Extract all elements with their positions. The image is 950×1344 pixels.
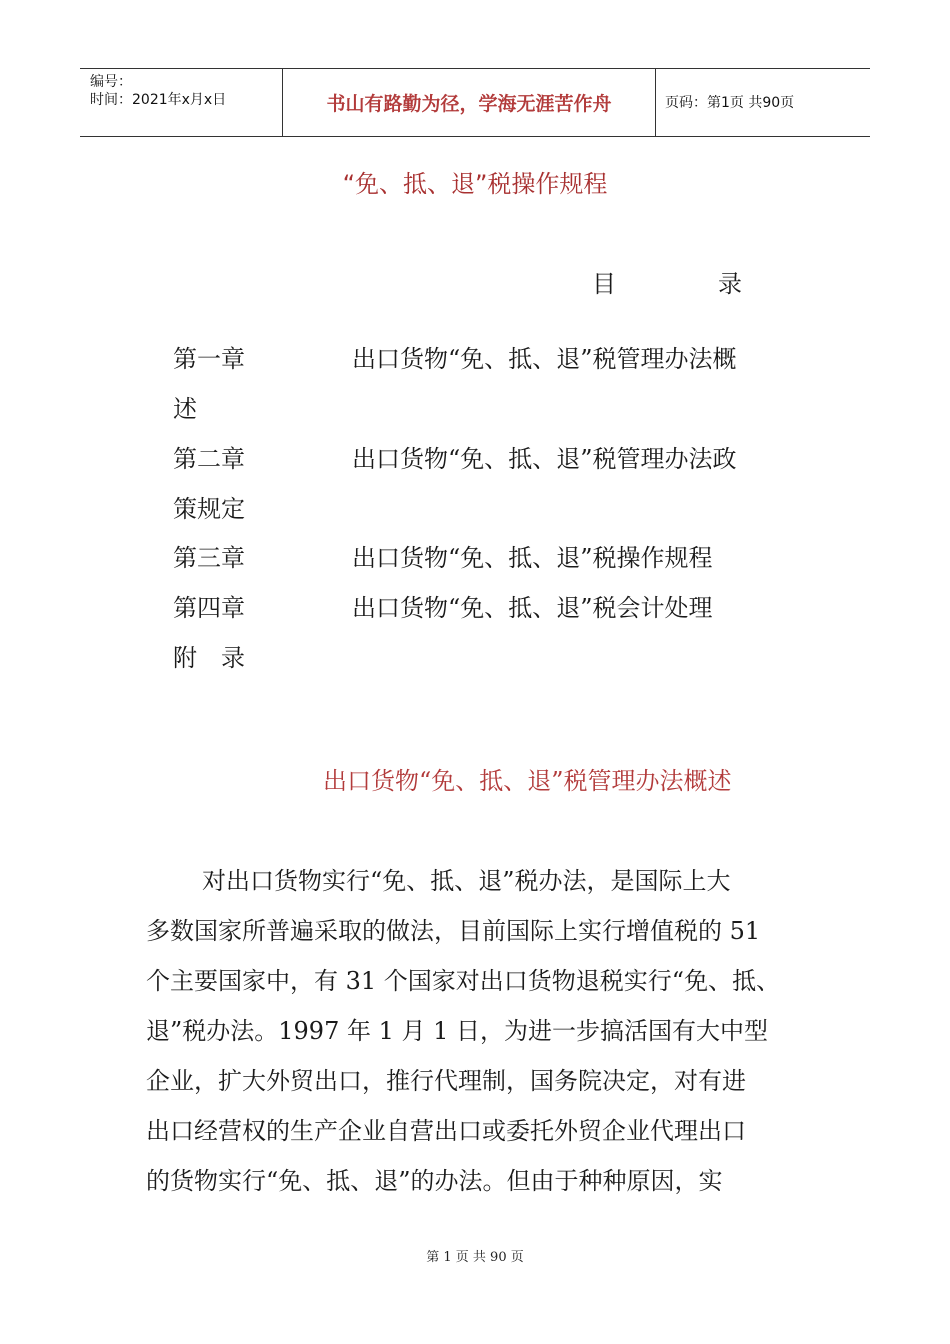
document-title: “免、抵、退”税操作规程 [342, 170, 608, 198]
document-date-label: 时间：2021年x月x日 [90, 92, 227, 108]
toc-entry: 出口货物“免、抵、退”税操作规程 [352, 544, 713, 572]
toc-entry: 出口货物“免、抵、退”税会计处理 [352, 594, 713, 622]
header-table [80, 68, 870, 137]
paragraph-line: 企业，扩大外贸出口，推行代理制，国务院决定，对有进 [146, 1067, 746, 1095]
paragraph-line: 出口经营权的生产企业自营出口或委托外贸企业代理出口 [146, 1117, 746, 1145]
toc-chapter: 述 [173, 395, 197, 423]
header-page-info: 页码：第1页 共90页 [665, 95, 795, 111]
paragraph-line: 的货物实行“免、抵、退”的办法。但由于种种原因，实 [146, 1167, 723, 1195]
header-motto: 书山有路勤为径，学海无涯苦作舟 [326, 93, 612, 115]
toc-heading-char-1: 目 [592, 270, 616, 298]
toc-chapter: 第三章 [173, 544, 245, 572]
toc-chapter: 策规定 [173, 495, 245, 523]
toc-entry: 出口货物“免、抵、退”税管理办法政 [352, 445, 737, 473]
paragraph-line: 个主要国家中，有 31 个国家对出口货物退税实行“免、抵、 [146, 967, 781, 995]
header-divider [655, 69, 656, 136]
toc-chapter: 第二章 [173, 445, 245, 473]
body-paragraph [146, 863, 836, 1213]
toc-chapter: 第一章 [173, 345, 245, 373]
paragraph-line: 多数国家所普遍采取的做法，目前国际上实行增值税的 51 [146, 917, 761, 945]
toc-chapter: 附 录 [173, 644, 245, 672]
paragraph-line: 退”税办法。1997 年 1 月 1 日，为进一步搞活国有大中型 [146, 1017, 769, 1045]
toc-heading [592, 268, 742, 300]
page-footer: 第 1 页 共 90 页 [426, 1250, 524, 1265]
document-id-label: 编号： [90, 74, 132, 90]
toc-entry: 出口货物“免、抵、退”税管理办法概 [352, 345, 737, 373]
paragraph-line: 对出口货物实行“免、抵、退”税办法，是国际上大 [202, 867, 731, 895]
section-title: 出口货物“免、抵、退”税管理办法概述 [323, 767, 732, 795]
toc-chapter: 第四章 [173, 594, 245, 622]
toc-heading-char-2: 录 [718, 270, 742, 298]
